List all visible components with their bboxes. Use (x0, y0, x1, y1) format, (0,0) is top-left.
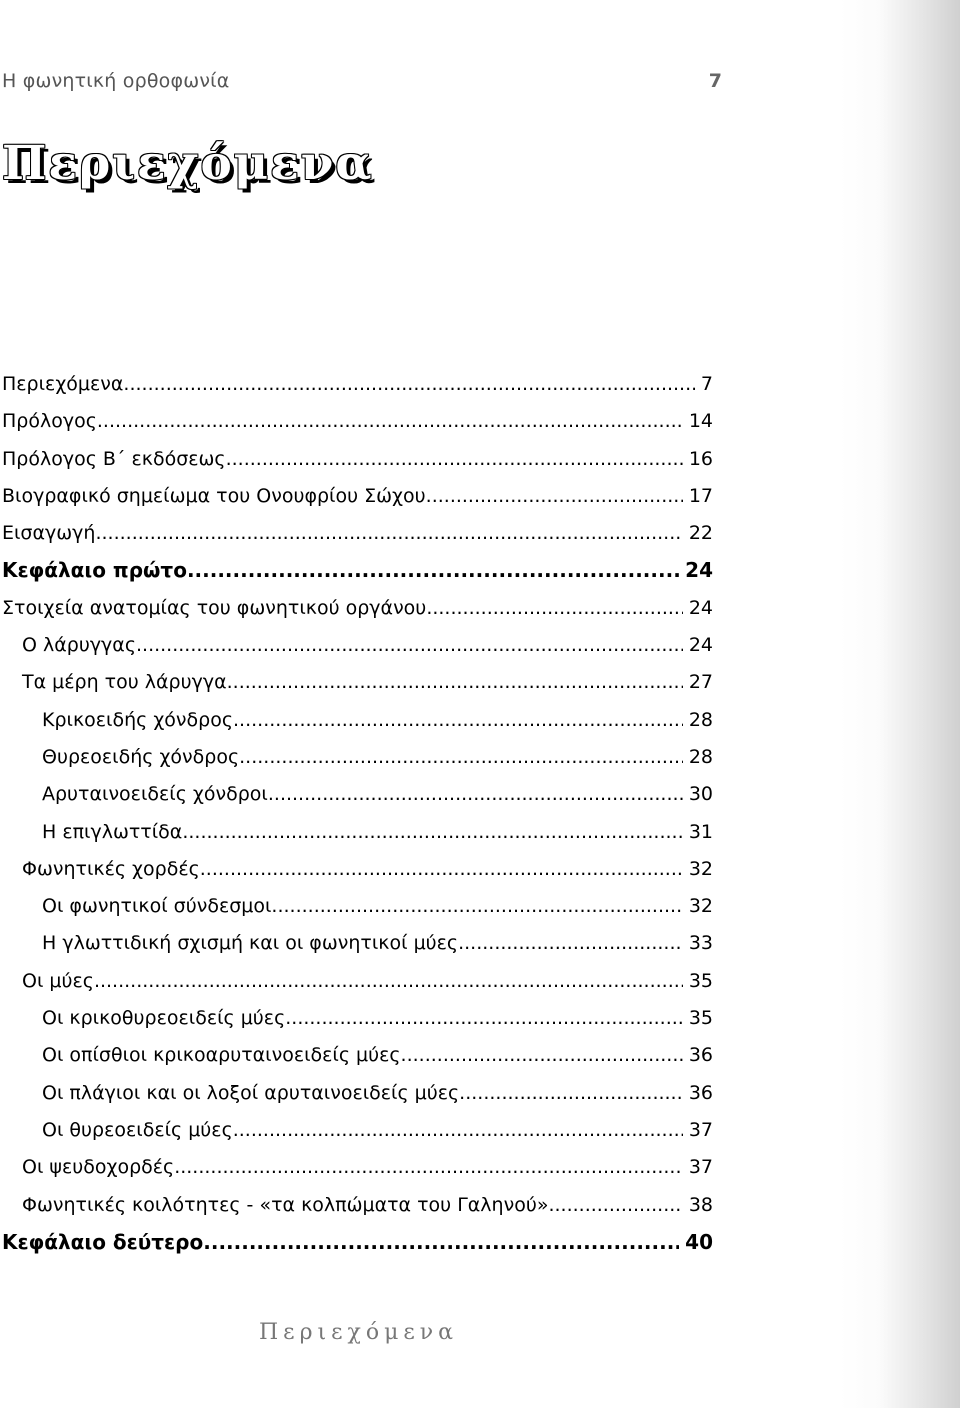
toc-entry-title: Η γλωττιδική σχισμή και οι φωνητικοί μύες (42, 932, 459, 955)
toc-entry-page: 30 (688, 783, 713, 806)
dot-leader (95, 515, 682, 552)
toc-entry-title: Η επιγλωττίδα (42, 820, 183, 843)
toc-entry-page: 27 (688, 671, 713, 694)
toc-entry-page: 17 (688, 484, 713, 507)
toc-entry-title: Ο λάρυγγας (22, 634, 136, 657)
toc-entry[interactable] (2, 925, 713, 962)
dot-leader (401, 1037, 683, 1074)
dot-leader (233, 1112, 683, 1149)
dot-leader (136, 627, 683, 664)
dot-leader (271, 888, 682, 925)
toc-entry-title: Οι κρικοθυρεοειδείς μύες (42, 1007, 286, 1030)
dot-leader (123, 366, 694, 403)
toc-entry-title: Θυρεοειδής χόνδρος (42, 745, 240, 768)
toc-entry[interactable] (2, 366, 713, 403)
dot-leader (97, 403, 683, 440)
running-footer: Περιεχόμενα (259, 1320, 459, 1345)
dot-leader (239, 739, 683, 776)
toc-entry-page: 36 (688, 1044, 713, 1067)
toc-entry-page: 32 (688, 895, 713, 918)
dot-leader (187, 552, 679, 589)
toc-entry-title: Οι θυρεοειδείς μύες (42, 1118, 233, 1141)
toc-entry[interactable] (2, 1075, 713, 1112)
toc-entry-page: 7 (700, 373, 713, 395)
toc-entry-title: Οι οπίσθιοι κρικοαρυταινοειδείς μύες (42, 1044, 401, 1067)
dot-leader (426, 478, 683, 515)
page-title: Περιεχόμενα (2, 136, 374, 191)
toc-entry-title: Κεφάλαιο δεύτερο (2, 1229, 204, 1254)
dot-leader (426, 590, 683, 627)
toc-entry-page: 37 (688, 1118, 713, 1141)
toc-entry-page: 37 (688, 1156, 713, 1179)
toc-entry-title: Φωνητικές χορδές (22, 857, 200, 880)
toc-entry[interactable] (2, 627, 713, 664)
toc-entry[interactable] (2, 851, 713, 888)
toc-entry[interactable] (2, 478, 713, 515)
toc-entry-page: 40 (685, 1229, 713, 1254)
toc-entry[interactable] (2, 552, 713, 589)
toc-entry-title: Οι μύες (22, 969, 94, 992)
dot-leader (94, 963, 683, 1000)
toc-entry[interactable] (2, 590, 713, 627)
dot-leader (458, 925, 683, 962)
toc-entry[interactable] (2, 1149, 713, 1186)
toc-entry[interactable] (2, 1187, 713, 1224)
page-number: 7 (708, 70, 722, 92)
dot-leader (200, 851, 683, 888)
toc-entry-page: 35 (688, 1007, 713, 1030)
running-header (2, 70, 722, 96)
toc-entry-page: 35 (688, 969, 713, 992)
toc-entry-title: Εισαγωγή (2, 522, 96, 545)
dot-leader (268, 776, 683, 813)
toc-entry-page: 33 (688, 932, 713, 955)
table-of-contents (2, 366, 713, 1261)
toc-entry-title: Βιογραφικό σημείωμα του Ονουφρίου Σώχου (2, 484, 426, 507)
dot-leader (548, 1187, 682, 1224)
toc-entry[interactable] (2, 1224, 713, 1261)
dot-leader (227, 664, 683, 701)
toc-entry-title: Αρυταινοειδείς χόνδροι (42, 783, 268, 806)
toc-entry[interactable] (2, 739, 713, 776)
toc-entry-page: 16 (688, 447, 713, 470)
toc-entry[interactable] (2, 814, 713, 851)
toc-entry-page: 14 (688, 410, 713, 433)
toc-entry-page: 38 (688, 1193, 713, 1216)
toc-entry-title: Πρόλογος (2, 410, 97, 433)
toc-entry[interactable] (2, 441, 713, 478)
toc-entry-page: 22 (688, 522, 713, 545)
toc-entry-title: Περιεχόμενα (2, 373, 124, 395)
toc-entry-page: 28 (688, 745, 713, 768)
toc-entry[interactable] (2, 963, 713, 1000)
toc-entry-page: 32 (688, 857, 713, 880)
toc-entry[interactable] (2, 888, 713, 925)
toc-entry[interactable] (2, 1037, 713, 1074)
dot-leader (174, 1149, 683, 1186)
toc-entry-title: Πρόλογος Β΄ εκδόσεως (2, 447, 226, 470)
book-title: Η φωνητική ορθοφωνία (2, 70, 230, 92)
toc-entry-page: 31 (688, 820, 713, 843)
toc-entry[interactable] (2, 776, 713, 813)
dot-leader (459, 1075, 683, 1112)
toc-entry-title: Στοιχεία ανατομίας του φωνητικού οργάνου (2, 596, 427, 619)
toc-entry-page: 36 (688, 1081, 713, 1104)
toc-entry[interactable] (2, 702, 713, 739)
toc-entry-title: Οι φωνητικοί σύνδεσμοι (42, 895, 272, 918)
toc-entry[interactable] (2, 1000, 713, 1037)
toc-entry-title: Οι πλάγιοι και οι λοξοί αρυταινοειδείς μύες (42, 1081, 460, 1104)
toc-entry-title: Κεφάλαιο πρώτο (2, 558, 187, 583)
toc-entry-title: Τα μέρη του λάρυγγα (22, 671, 227, 694)
toc-entry-title: Οι ψευδοχορδές (22, 1156, 175, 1179)
dot-leader (285, 1000, 683, 1037)
toc-entry[interactable] (2, 1112, 713, 1149)
dot-leader (226, 441, 683, 478)
toc-entry-page: 24 (685, 558, 713, 583)
toc-entry-title: Φωνητικές κοιλότητες - «τα κολπώματα του Γαληνού» (22, 1193, 549, 1216)
toc-entry-page: 24 (688, 634, 713, 657)
toc-entry[interactable] (2, 515, 713, 552)
dot-leader (203, 1224, 679, 1261)
dot-leader (182, 814, 682, 851)
toc-entry-title: Κρικοειδής χόνδρος (42, 708, 234, 731)
toc-entry[interactable] (2, 403, 713, 440)
toc-entry-page: 24 (688, 596, 713, 619)
toc-entry[interactable] (2, 664, 713, 701)
dot-leader (233, 702, 683, 739)
toc-entry-page: 28 (688, 708, 713, 731)
